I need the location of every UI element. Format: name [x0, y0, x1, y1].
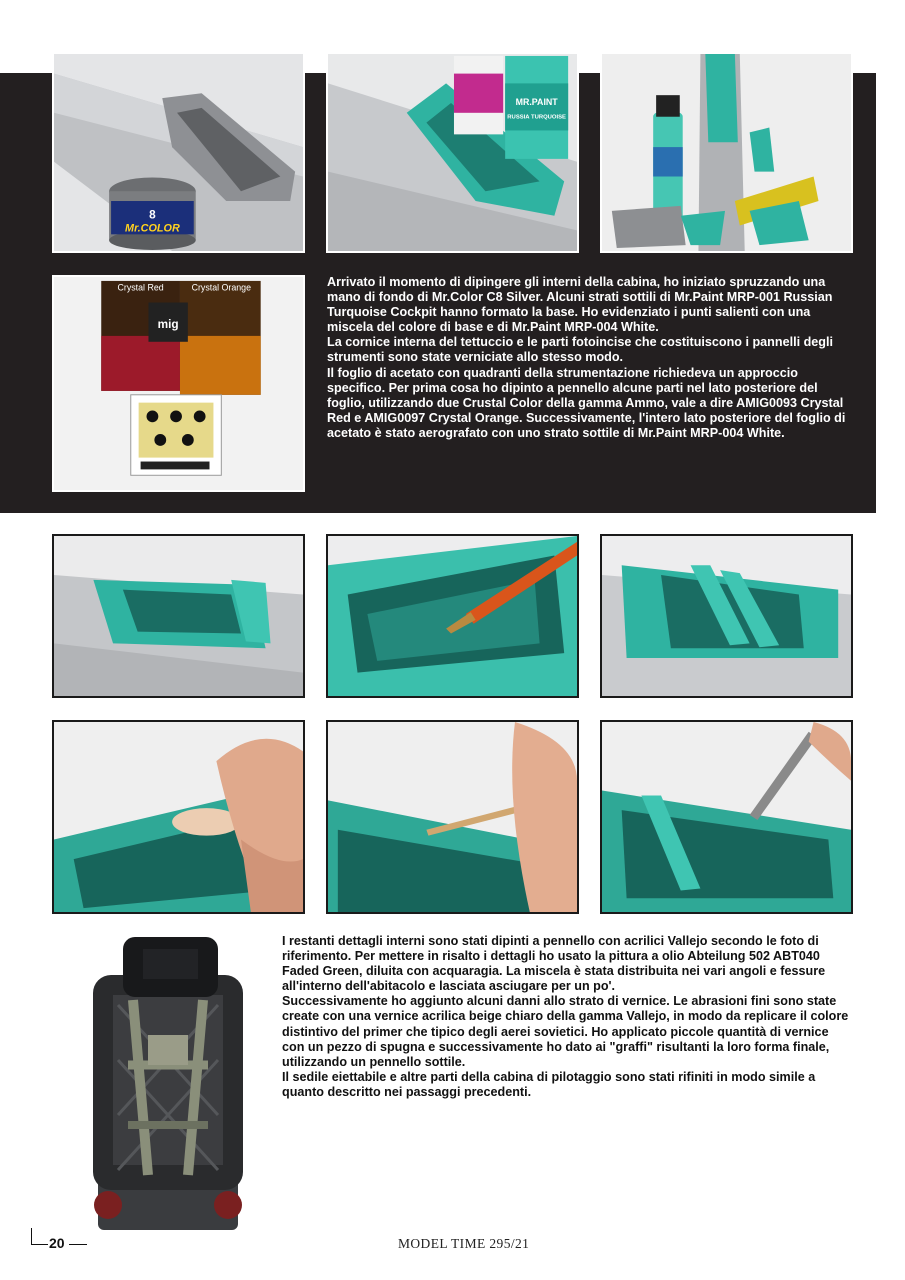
crystal-orange-label: Crystal Orange [191, 282, 252, 293]
jar-brand: Mr.COLOR [125, 222, 180, 235]
photo-sponge-chipping [52, 720, 305, 914]
detail-text-block [282, 934, 852, 1100]
photo-brush-painting [326, 534, 579, 698]
ammo-brand-label: mig [157, 318, 179, 332]
paragraph-seat: Il sedile eiettabile e altre parti della cabina di pilotaggio sono stati rifiniti in modo simile a quanto descritto nei passaggi precedenti. [282, 1069, 816, 1099]
photo-canopy-parts [600, 52, 853, 253]
photo-turquoise-base [326, 52, 579, 253]
page-number: 20 [49, 1235, 65, 1251]
ejection-seat-image [38, 925, 278, 1240]
photo-silver-primer [52, 52, 305, 253]
paragraph-acetate: Il foglio di acetato con quadranti della strumentazione richiedeva un approccio specifico. Per prima cosa ho dipinto a pennello alcune parti nel lato posteriore del foglio, utilizzando due Crustal Color della gamma Ammo, vale a dire AMIG0093 Crystal Red e AMIG0097 Crystal Orange. Successivamente, l'intero lato posteriore del foglio di acetato è stato aerografato con uno strato sottile di Mr.Paint MRP-004 White. [327, 365, 846, 440]
paragraph-vallejo: I restanti dettagli interni sono stati dipinti a pennello con acrilici Vallejo secondo le foto di riferimento. Per mettere in risalto i dettagli ho usato la pittura a olio Abteilung 502 ABT040 Faded Green, diluita con acquaragia. La miscela è stata distribuita nei vari angoli e fessure all'interno dell'abitacolo e lasciata asciugare per un po'. [282, 934, 826, 994]
crystal-red-label: Crystal Red [117, 282, 164, 293]
photo-seat-rails [600, 534, 853, 698]
photo-cockpit-overview [52, 534, 305, 698]
paragraph-canopy: La cornice interna del tettuccio e le parti fotoincise che costituiscono i pannelli degli strumenti sono state verniciate allo stesso modo. [327, 335, 833, 365]
bottle-color-name: RUSSIA TURQUOISE [507, 114, 566, 121]
folio-left-line [31, 1244, 48, 1245]
jar-number: 8 [149, 208, 156, 222]
folio-right-line [69, 1244, 87, 1245]
magazine-issue: MODEL TIME 295/21 [398, 1236, 530, 1251]
bottle-brand: MR.PAINT [515, 96, 558, 107]
photo-crystal-paints [52, 275, 305, 492]
folio-vertical-line [31, 1228, 32, 1245]
photo-tweezers-detail [600, 720, 853, 914]
intro-text-block [327, 275, 855, 441]
paragraph-primer: Arrivato il momento di dipingere gli interni della cabina, ho iniziato spruzzando una mano di fondo di Mr.Color C8 Silver. Alcuni strati sottili di Mr.Paint MRP-001 Russian Turquoise Cockpit hanno formato la base. Ho evidenziato i punti salienti con una miscela del colore di base e di Mr.Paint MRP-004 White. [327, 275, 833, 335]
photo-fine-brush [326, 720, 579, 914]
paragraph-chipping: Successivamente ho aggiunto alcuni danni allo strato di vernice. Le abrasioni fini sono state create con una vernice acrilica beige chiaro della gamma Vallejo, in modo da replicare il colore distintivo del primer che tipico degli aerei sovietici. Ho applicato piccole quantità di vernice con un pezzo di spugna e successivamente ho dato ai "graffi" risultanti la loro forma finale, utilizzando un pennello sottile. [282, 994, 849, 1069]
